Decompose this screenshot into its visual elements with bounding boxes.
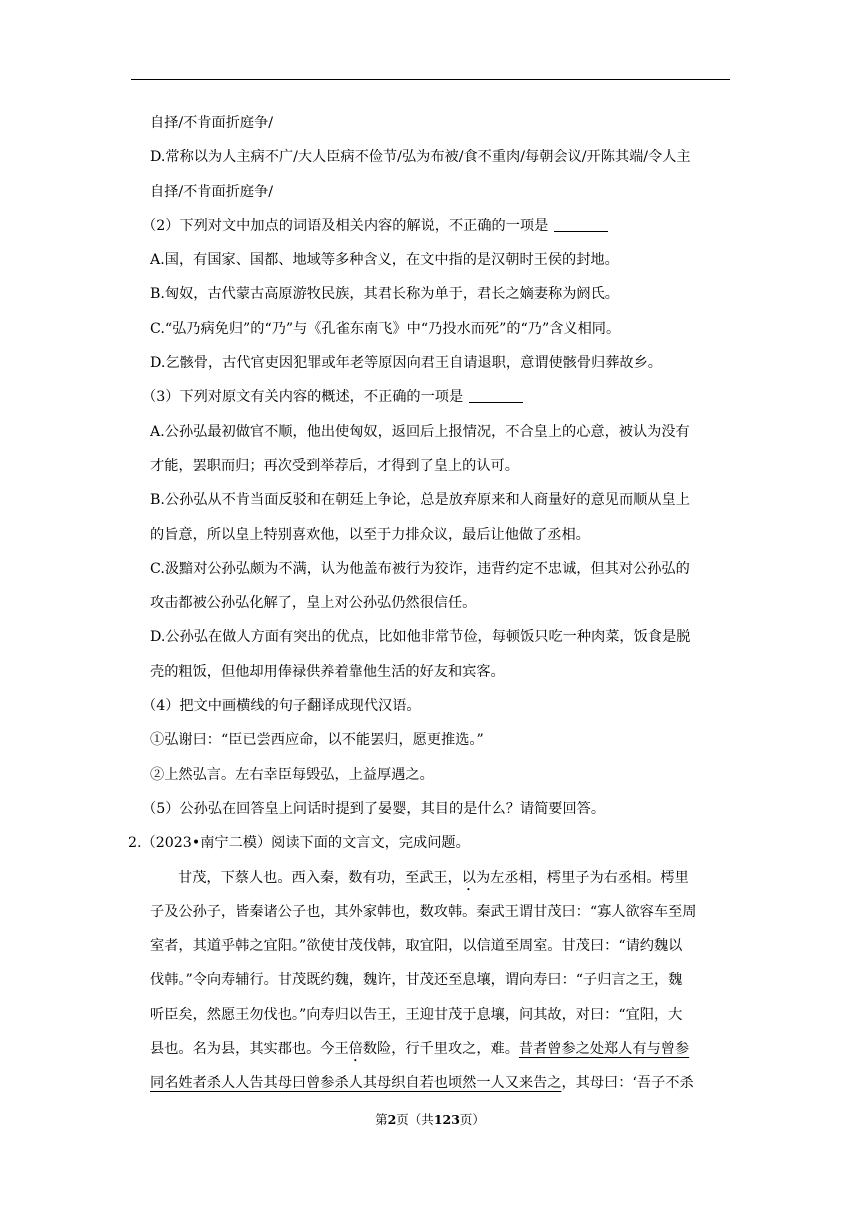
page-footer [0,1110,860,1128]
passage-line [150,1032,732,1066]
option-d-line2: 壳的粗饭，但他却用俸禄供养着靠他生活的好友和宾客。 [150,663,505,680]
footer-text: 页（共 [396,1112,434,1127]
underlined-text: 昔者曾参之处郑人有与曾参 [518,1041,690,1058]
option-b-line2: 的旨意，所以皇上特别喜欢他，以至于力排众议，最后让他做了丞相。 [150,526,590,543]
problem-2-heading: 2.（2023•南宁二模）阅读下面的文言文，完成问题。 [128,835,470,852]
passage-text: 甘茂，下蔡人也。西入秦，数有功，至武王， [178,869,462,886]
dotted-word: 以 [461,869,476,886]
question-2-text: （2）下列对文中加点的词语及相关内容的解说，不正确的一项是 [142,217,549,234]
option-a-line2: 才能，罢职而归；再次受到举荐后，才得到了皇上的认可。 [150,457,519,474]
text-line: 自择/不肯面折庭争/ [150,115,274,131]
passage-text: 数险，行千里攻之，难。 [362,1041,519,1058]
answer-blank [554,217,608,232]
page-content [128,106,732,1101]
header-rule [131,79,730,80]
option-c-line2: 攻击都被公孙弘化解了，皇上对公孙弘仍然很信任。 [150,595,477,612]
passage-line: 伐韩。”令向寿辅行。甘茂既约魏，魏许，甘茂还至息壤，谓向寿曰：“子归言之王，魏 [150,972,683,989]
underlined-text: 同名姓者杀人人告其母曰曾参杀人其母织自若也顷然一人又来告之 [150,1075,562,1092]
footer-text: 第 [375,1112,388,1127]
option-b-line1: B.公孙弘从不肯当面反驳和在朝廷上争论，总是放弃原来和人商量好的意见而顺从皇上 [150,492,690,509]
question-3 [142,380,724,414]
total-pages: 123 [433,1112,460,1127]
dotted-word: 倍 [348,1041,363,1058]
sub-item-1: ①弘谢曰：“臣已尝西应命，以不能罢归，愿更推选。” [150,732,484,749]
option-b: B.匈奴，古代蒙古高原游牧民族，其君长称为单于，君长之嫡妻称为阏氏。 [150,286,619,303]
passage-line: 子及公孙子，皆秦诸公子也，其外家韩也，数攻韩。秦武王谓甘茂曰：“寡人欲容车至周 [150,903,697,920]
option-a: A.国，有国家、国都、地域等多种含义，在文中指的是汉朝时王侯的封地。 [150,252,619,269]
option-c-line1: C.汲黯对公孙弘颇为不满，认为他盖布被行为狡诈，违背约定不忠诚，但其对公孙弘的 [150,560,690,577]
footer-text: 页） [459,1112,485,1127]
sub-item-2: ②上然弘言。左右幸臣每毁弘，上益厚遇之。 [150,766,434,783]
option-d-line1: D.公孙弘在做人方面有突出的优点，比如他非常节俭，每顿饭只吃一种肉菜，饭食是脱 [150,629,691,646]
passage-text: 县也。名为县，其实郡也。今王 [150,1041,349,1058]
question-5: （5）公孙弘在回答皇上问话时提到了晏婴，其目的是什么？请简要回答。 [142,800,606,817]
question-3-text: （3）下列对原文有关内容的概述，不正确的一项是 [142,389,464,406]
passage-line: 听臣矣，然愿王勿伐也。”向寿归以告王，王迎甘茂于息壤，问其故，对曰：“宜阳，大 [150,1006,683,1023]
question-4: （4）把文中画横线的句子翻译成现代汉语。 [142,698,421,715]
option-c: C.“弘乃病免归”的“乃”与《孔雀东南飞》中“乃投水而死”的“乃”含义相同。 [150,320,621,337]
option-d-line: D.常称以为人主病不广/大人臣病不俭节/弘为布被/食不重肉/每朝会议/开陈其端/令人主 [150,149,691,166]
passage-text: 为左丞相，樗里子为右丞相。樗里 [475,869,689,886]
answer-blank [469,388,523,403]
passage-text: ，其母曰：‘吾子不杀 [561,1075,694,1092]
question-2 [142,209,724,243]
option-a-line1: A.公孙弘最初做官不顺，他出使匈奴，返回后上报情况，不合皇上的心意，被认为没有 [150,423,690,440]
page-number: 2 [387,1112,397,1127]
passage-line [150,1066,732,1100]
passage-line [150,861,732,895]
option-d: D.乞骸骨，古代官吏因犯罪或年老等原因向君王自请退职，意谓使骸骨归葬故乡。 [150,355,662,372]
text-line: 自择/不肯面折庭争/ [150,183,274,200]
passage-line: 室者，其道乎韩之宜阳。”欲使甘茂伐韩，取宜阳，以信道至周室。甘茂曰：“请约魏以 [150,938,683,955]
